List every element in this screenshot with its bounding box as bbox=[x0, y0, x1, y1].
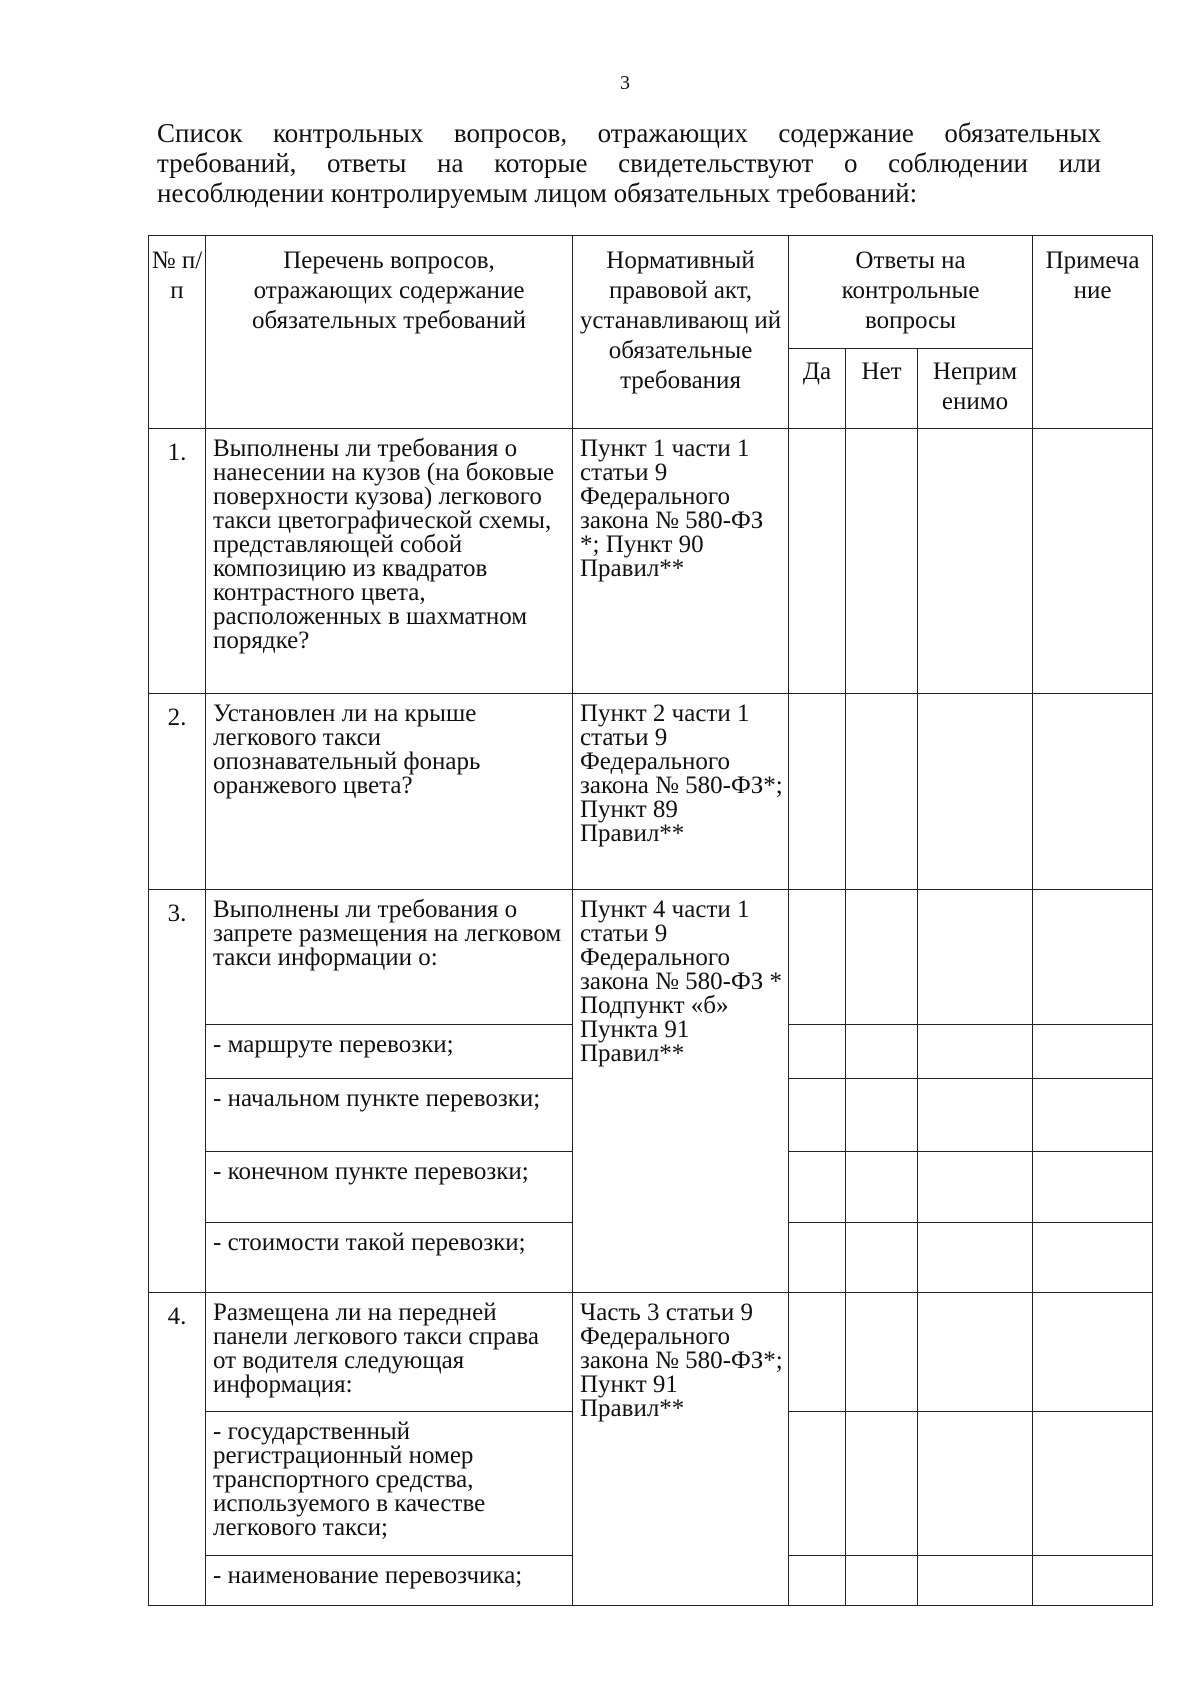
answer-yes-cell[interactable] bbox=[789, 429, 846, 694]
note-cell[interactable] bbox=[1033, 694, 1153, 890]
page-number: 3 bbox=[620, 72, 630, 94]
answer-yes-cell[interactable] bbox=[789, 1025, 846, 1079]
answer-yes-cell[interactable] bbox=[789, 890, 846, 1025]
row-question: Размещена ли на передней панели легкового такси справа от водителя следующая информация: bbox=[206, 1293, 573, 1412]
note-cell[interactable] bbox=[1033, 890, 1153, 1025]
sub-question: - государственный регистрационный номер транспортного средства, используемого в качестве легкового такси; bbox=[206, 1412, 573, 1556]
note-cell[interactable] bbox=[1033, 1025, 1153, 1079]
header-yes: Да bbox=[789, 349, 846, 429]
answer-na-cell[interactable] bbox=[918, 1079, 1033, 1152]
row-act: Пункт 4 части 1 статьи 9 Федерального закона № 580-ФЗ * Подпункт «б» Пункта 91 Правил** bbox=[573, 890, 789, 1293]
answer-yes-cell[interactable] bbox=[789, 1152, 846, 1223]
sub-question: - наименование перевозчика; bbox=[206, 1556, 573, 1606]
table-row bbox=[149, 890, 1153, 1025]
answer-no-cell[interactable] bbox=[846, 1223, 918, 1293]
answer-no-cell[interactable] bbox=[846, 1293, 918, 1412]
row-question: Выполнены ли требования о запрете размещения на легковом такси информации о: bbox=[206, 890, 573, 1025]
note-cell[interactable] bbox=[1033, 1293, 1153, 1412]
answer-no-cell[interactable] bbox=[846, 1556, 918, 1606]
table-row bbox=[149, 429, 1153, 694]
answer-yes-cell[interactable] bbox=[789, 1079, 846, 1152]
answer-yes-cell[interactable] bbox=[789, 1556, 846, 1606]
sub-question: - стоимости такой перевозки; bbox=[206, 1223, 573, 1293]
row-number: 3. bbox=[149, 890, 206, 1293]
note-cell[interactable] bbox=[1033, 429, 1153, 694]
row-act: Пункт 1 части 1 статьи 9 Федерального закона № 580-ФЗ *; Пункт 90 Правил** bbox=[573, 429, 789, 694]
header-row bbox=[149, 236, 1153, 349]
answer-na-cell[interactable] bbox=[918, 1556, 1033, 1606]
row-act: Пункт 2 части 1 статьи 9 Федерального закона № 580-ФЗ*; Пункт 89 Правил** bbox=[573, 694, 789, 890]
intro-paragraph: Список контрольных вопросов, отражающих содержание обязательных требований, ответы на которые свидетельствуют о соблюдении или несоблюдении контролируемым лицом обязательных требований: bbox=[157, 118, 1101, 208]
header-answers: Ответы на контрольные вопросы bbox=[789, 236, 1033, 349]
note-cell[interactable] bbox=[1033, 1152, 1153, 1223]
answer-no-cell[interactable] bbox=[846, 890, 918, 1025]
answer-no-cell[interactable] bbox=[846, 429, 918, 694]
answer-no-cell[interactable] bbox=[846, 1152, 918, 1223]
header-question: Перечень вопросов, отражающих содержание обязательных требований bbox=[206, 236, 573, 429]
header-num: № п/п bbox=[149, 236, 206, 429]
answer-na-cell[interactable] bbox=[918, 1293, 1033, 1412]
answer-na-cell[interactable] bbox=[918, 1412, 1033, 1556]
answer-no-cell[interactable] bbox=[846, 1025, 918, 1079]
row-number: 4. bbox=[149, 1293, 206, 1606]
header-na: Неприм енимо bbox=[918, 349, 1033, 429]
checklist-table bbox=[148, 235, 1153, 1606]
header-no: Нет bbox=[846, 349, 918, 429]
sub-question: - начальном пункте перевозки; bbox=[206, 1079, 573, 1152]
header-note: Примеча ние bbox=[1033, 236, 1153, 429]
sub-question: - маршруте перевозки; bbox=[206, 1025, 573, 1079]
answer-yes-cell[interactable] bbox=[789, 1412, 846, 1556]
row-question: Выполнены ли требования о нанесении на кузов (на боковые поверхности кузова) легкового такси цветографической схемы, представляющей собой композицию из квадратов контрастного цвета, расположенных в шахматном порядке? bbox=[206, 429, 573, 694]
header-act: Нормативный правовой акт, устанавливающ ий обязательные требования bbox=[573, 236, 789, 429]
sub-question: - конечном пункте перевозки; bbox=[206, 1152, 573, 1223]
answer-na-cell[interactable] bbox=[918, 429, 1033, 694]
row-act: Часть 3 статьи 9 Федерального закона № 580-ФЗ*; Пункт 91 Правил** bbox=[573, 1293, 789, 1606]
table-row bbox=[149, 694, 1153, 890]
row-question: Установлен ли на крыше легкового такси опознавательный фонарь оранжевого цвета? bbox=[206, 694, 573, 890]
table-row bbox=[149, 1293, 1153, 1412]
answer-no-cell[interactable] bbox=[846, 1412, 918, 1556]
answer-na-cell[interactable] bbox=[918, 1025, 1033, 1079]
row-number: 2. bbox=[149, 694, 206, 890]
answer-na-cell[interactable] bbox=[918, 1223, 1033, 1293]
answer-yes-cell[interactable] bbox=[789, 694, 846, 890]
answer-yes-cell[interactable] bbox=[789, 1223, 846, 1293]
answer-na-cell[interactable] bbox=[918, 694, 1033, 890]
row-number: 1. bbox=[149, 429, 206, 694]
note-cell[interactable] bbox=[1033, 1412, 1153, 1556]
note-cell[interactable] bbox=[1033, 1079, 1153, 1152]
note-cell[interactable] bbox=[1033, 1223, 1153, 1293]
answer-no-cell[interactable] bbox=[846, 1079, 918, 1152]
answer-na-cell[interactable] bbox=[918, 1152, 1033, 1223]
answer-na-cell[interactable] bbox=[918, 890, 1033, 1025]
answer-yes-cell[interactable] bbox=[789, 1293, 846, 1412]
note-cell[interactable] bbox=[1033, 1556, 1153, 1606]
answer-no-cell[interactable] bbox=[846, 694, 918, 890]
